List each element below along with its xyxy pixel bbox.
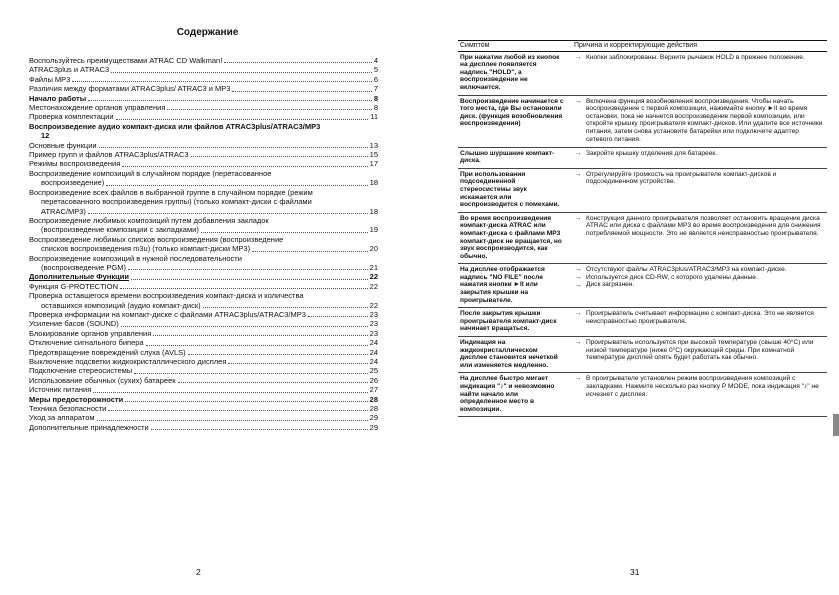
toc-entry-title: Режимы воспроизведения	[29, 159, 121, 169]
toc-entry-title: Пример групп и файлов ATRAC3plus/ATRAC3	[29, 150, 189, 160]
toc-entry[interactable]	[29, 65, 378, 74]
arrow-icon-column	[572, 95, 584, 147]
cause-header: Причина и корректирующие действия	[572, 41, 827, 52]
symptom-cell: На дисплее отображается надпись "NO FILE" после нажатия кнопки ►II или закрытия крышки на проигрывателе.	[458, 264, 572, 308]
toc-entry-page: 24	[369, 338, 378, 348]
toc-entry[interactable]	[29, 122, 378, 131]
troubleshooting-table	[458, 40, 827, 417]
cause-cell	[584, 51, 827, 95]
symptom-cell: Воспроизведение начинается с того места, где Вы остановили диск. (функция возобновления воспроизведения)	[458, 95, 572, 147]
toc-entry[interactable]	[29, 225, 378, 234]
cause-text: Используется диск CD-RW, с которого удалены данные.	[586, 273, 758, 281]
toc-leader-dots	[151, 429, 368, 430]
toc-entry[interactable]	[29, 301, 378, 310]
toc-leader-dots	[228, 363, 367, 364]
cause-cell	[584, 308, 827, 337]
arrow-icon-column	[572, 51, 584, 95]
toc-entry-page: 29	[369, 422, 378, 432]
toc-title: Содержание	[176, 27, 239, 38]
table-header-row	[458, 41, 827, 52]
toc-leader-dots	[128, 269, 368, 270]
toc-entry-title: 12	[41, 131, 50, 141]
toc-entry-title: Различия между форматами ATRAC3plus/ ATRAC3 и MP3	[29, 84, 231, 94]
arrow-icon-column	[572, 147, 584, 168]
toc-entry-title: (воспроизведение композиции с закладками)	[41, 225, 199, 235]
page-number-left: 2	[196, 567, 201, 577]
toc-entry-title: Дополнительные принадлежности	[29, 422, 149, 432]
toc-entry-page: 18	[369, 206, 378, 216]
toc-entry-page: 29	[369, 413, 378, 423]
table-of-contents	[29, 56, 378, 432]
toc-entry[interactable]	[29, 159, 378, 168]
toc-entry[interactable]	[29, 282, 378, 291]
toc-leader-dots	[93, 392, 367, 393]
arrow-icon-column	[572, 373, 584, 417]
cause-cell	[584, 212, 827, 264]
toc-entry-title: Использование обычных (сухих) батареек	[29, 375, 176, 385]
toc-entry[interactable]	[29, 188, 378, 197]
table-row	[458, 51, 827, 95]
toc-entry[interactable]	[29, 348, 378, 357]
symptom-cell: Во время воспроизведения компакт-диска ATRAC или компакт-диска с файлами MP3 компакт-диск не вращается, но звук воспроизводится, как обычно.	[458, 212, 572, 264]
arrow-icon-column	[572, 264, 584, 308]
toc-leader-dots	[201, 232, 368, 233]
table-row	[458, 95, 827, 147]
cause-cell	[584, 337, 827, 373]
toc-entry[interactable]	[29, 263, 378, 272]
toc-entry-title: Выключение подсветки жидкокристаллического дисплея	[29, 357, 227, 366]
toc-entry-page: 23	[369, 309, 378, 319]
toc-entry-title: Усиление басов (SOUND)	[29, 319, 119, 329]
toc-entry-title: Основные функции	[29, 140, 97, 150]
arrow-icon: →	[574, 53, 582, 61]
toc-entry[interactable]	[29, 413, 378, 422]
toc-entry-title: ATRAC3plus и ATRAC3	[29, 65, 110, 75]
toc-entry[interactable]	[29, 329, 378, 338]
toc-entry[interactable]	[29, 75, 378, 84]
cause-text: Конструкция данного проигрывателя позволяет остановить вращение диска ATRAC или диска с файлами MP3 во время воспроизведения для снижения потребляемой мощности. Это не является неисправностью проигрывателя.	[586, 214, 821, 237]
toc-entry-title: Проверка оставшегося времени воспроизведения компакт-диска и количества	[29, 291, 304, 301]
toc-entry[interactable]	[29, 395, 378, 404]
toc-entry-title: Техника безопасности	[29, 404, 107, 414]
toc-entry-title: Предотвращение повреждений слуха (AVLS)	[29, 347, 186, 357]
cause-text: Отрегулируйте громкость на проигрывателе компакт-дисков и подсоединенном устройстве.	[586, 170, 777, 186]
table-row	[458, 308, 827, 337]
toc-entry-page: 22	[369, 281, 378, 291]
cause-text: Закройте крышку отделения для батареек.	[586, 149, 718, 157]
toc-entry[interactable]	[29, 254, 378, 263]
toc-leader-dots	[232, 91, 371, 92]
toc-entry-page: 26	[369, 375, 378, 385]
toc-entry[interactable]	[29, 141, 378, 150]
toc-leader-dots	[188, 354, 368, 355]
arrow-icon: →	[574, 149, 582, 157]
toc-entry-page: 25	[369, 366, 378, 376]
toc-leader-dots	[116, 119, 369, 120]
toc-leader-dots	[88, 213, 368, 214]
toc-entry[interactable]	[29, 310, 378, 319]
arrow-icon-column	[572, 337, 584, 373]
toc-entry-page: 27	[369, 385, 378, 395]
arrow-icon: →	[574, 97, 582, 105]
toc-entry-page: 22	[369, 272, 378, 282]
toc-entry-title: Воспроизведение композиций в нужной последовательности	[29, 253, 242, 263]
cause-text: Проигрыватель считывает информацию с компакт-диска. Это не является неисправностью проигрывателя.	[586, 310, 814, 325]
toc-entry-page: 18	[369, 178, 378, 188]
toc-entry-title: Начало работы	[29, 93, 87, 103]
toc-entry-title: воспроизведение)	[41, 178, 105, 188]
toc-entry[interactable]	[29, 376, 378, 385]
toc-entry-page: 6	[373, 74, 378, 84]
table-row	[458, 147, 827, 168]
toc-entry[interactable]	[29, 404, 378, 413]
toc-leader-dots	[203, 307, 368, 308]
toc-entry-title: Подключение стереосистемы	[29, 366, 133, 376]
symptom-cell: После закрытия крышки проигрывателя компакт-диск начинает вращаться.	[458, 308, 572, 337]
toc-leader-dots	[99, 147, 368, 148]
toc-entry-page: 21	[369, 262, 378, 272]
toc-entry-page: 23	[369, 319, 378, 329]
toc-entry-page: 28	[369, 394, 378, 404]
arrow-icon-column	[572, 212, 584, 264]
table-row	[458, 373, 827, 417]
cause-cell	[584, 264, 827, 308]
toc-leader-dots	[134, 373, 367, 374]
toc-entry[interactable]	[29, 207, 378, 216]
toc-leader-dots	[111, 72, 372, 73]
toc-entry-page: 5	[373, 65, 378, 75]
toc-entry-page: 4	[373, 56, 378, 65]
toc-entry-title: Дополнительные Функции	[29, 272, 129, 282]
cause-text: Отсутствуют файлы ATRAC3plus/ATRAC3/MP3 на компакт-диске.	[586, 266, 787, 274]
arrow-icon: →	[574, 214, 582, 222]
toc-leader-dots	[108, 410, 367, 411]
toc-entry[interactable]	[29, 84, 378, 93]
toc-leader-dots	[72, 81, 371, 82]
toc-leader-dots	[121, 326, 368, 327]
left-page	[0, 0, 415, 595]
toc-entry-title: Источник питания	[29, 385, 92, 395]
toc-leader-dots	[191, 156, 368, 157]
toc-leader-dots	[131, 279, 368, 280]
toc-entry-page: 22	[369, 300, 378, 310]
symptom-cell: Слышно шуршание компакт-диска.	[458, 147, 572, 168]
toc-entry-title: Отключение сигнального бипера	[29, 338, 144, 348]
toc-entry[interactable]	[29, 385, 378, 394]
toc-entry-page: 17	[369, 159, 378, 169]
toc-entry-title: Уход за аппаратом	[29, 413, 95, 423]
section-tab-marker	[833, 414, 839, 436]
toc-entry[interactable]	[29, 112, 378, 121]
toc-leader-dots	[146, 345, 368, 346]
toc-leader-dots	[97, 420, 368, 421]
arrow-icon: →	[574, 274, 582, 282]
arrow-icon: →	[574, 282, 582, 290]
toc-entry[interactable]	[29, 56, 378, 65]
table-row	[458, 264, 827, 308]
toc-entry-title: Воспроизведение любимых композиций путем добавления закладок	[29, 215, 269, 225]
toc-entry[interactable]	[29, 94, 378, 103]
toc-entry-page: 13	[369, 140, 378, 150]
toc-entry-title: перетасованного воспроизведения группы) (только компакт-диски с файлами	[41, 197, 312, 207]
toc-leader-dots	[153, 335, 367, 336]
arrow-icon: →	[574, 339, 582, 347]
toc-entry-title: Проверка информации на компакт-диске с файлами ATRAC3plus/ATRAC3/MP3	[29, 309, 306, 319]
toc-entry-page: 28	[369, 404, 378, 414]
cause-text: Диск загрязнен.	[586, 281, 635, 289]
symptom-cell: На дисплее быстро мигает индикация "♪" и невозможно найти начало или определенное место в композиции.	[458, 373, 572, 417]
toc-entry[interactable]	[29, 235, 378, 244]
arrow-icon: →	[574, 375, 582, 383]
arrow-icon-column	[572, 308, 584, 337]
toc-entry[interactable]	[29, 178, 378, 187]
toc-entry-title: списков воспроизведения m3u) (только компакт-диски MP3)	[41, 244, 251, 254]
toc-leader-dots	[178, 382, 368, 383]
toc-entry[interactable]	[29, 216, 378, 225]
toc-entry-title: оставшихся композиций (аудио компакт-диск)	[41, 300, 201, 310]
toc-entry[interactable]	[29, 169, 378, 178]
toc-entry-title: Воспроизведение аудио компакт-диска или файлов ATRAC3plus/ATRAC3/MP3	[29, 121, 321, 131]
arrow-icon: →	[574, 266, 582, 274]
table-row	[458, 212, 827, 264]
toc-entry-title: Меры предосторожности	[29, 394, 124, 404]
cause-cell	[584, 95, 827, 147]
toc-entry[interactable]	[29, 150, 378, 159]
toc-leader-dots	[125, 401, 367, 402]
toc-leader-dots	[120, 288, 368, 289]
toc-entry[interactable]	[29, 366, 378, 375]
toc-entry[interactable]	[29, 197, 378, 206]
toc-entry[interactable]	[29, 103, 378, 112]
symptom-cell: Индикация на жидкокристаллическом дисплее становится нечеткой или изменяется медленно.	[458, 337, 572, 373]
toc-entry-page: 23	[369, 328, 378, 338]
cause-text: Включена функция возобновления воспроизведения. Чтобы начать воспроизведение с первой композиции, нажимайте кнопку ►II во время остановки, пока не начнется воспроизведение первой композиции, или откройте крышку проигрывателя компакт-дисков. Или удалите все источники питания, затем снова установите батарейки или подключите адаптер сетевого питания.	[586, 97, 823, 143]
toc-entry-title: Воспроизведение всех файлов в выбранной группе в случайном порядке (режим	[29, 187, 313, 197]
cause-cell	[584, 373, 827, 417]
toc-entry-title: ATRAC/MP3)	[41, 206, 86, 216]
toc-leader-dots	[106, 185, 367, 186]
table-row	[458, 337, 827, 373]
toc-leader-dots	[308, 316, 368, 317]
toc-entry[interactable]	[29, 338, 378, 347]
toc-entry[interactable]	[29, 272, 378, 281]
toc-entry-page: 7	[373, 84, 378, 94]
arrow-icon: →	[574, 170, 582, 178]
toc-leader-dots	[252, 251, 368, 252]
toc-entry-title: Местонахождение органов управления	[29, 103, 166, 113]
arrow-icon-column	[572, 168, 584, 212]
symptom-cell: При нажатии любой из кнопок на дисплее появляется надпись "HOLD", а воспроизведение не включается.	[458, 51, 572, 95]
toc-entry-page: 8	[373, 103, 378, 113]
symptom-cell: При использовании подсоединенной стереосистемы звук искажается или воспроизводится с помехами.	[458, 168, 572, 212]
toc-entry-page: 24	[369, 357, 378, 366]
toc-entry-title: Воспроизведение любимых списков воспроизведения (воспроизведение	[29, 234, 284, 244]
toc-entry-page: 11	[370, 112, 378, 122]
toc-entry-title: Проверка комплектации	[29, 112, 114, 122]
toc-entry[interactable]	[29, 423, 378, 432]
toc-entry-title: Файлы MP3	[29, 74, 71, 84]
toc-entry-title: Функция G-PROTECTION	[29, 281, 119, 291]
cause-text: Проигрыватель используется при высокой температуре (свыше 40°C) или низкой температуре (ниже 0°C) окружающей среды. При комнатной температуре дисплей опять будет работать как обычно.	[586, 339, 814, 362]
cause-text: В проигрывателе установлен режим воспроизведения композиций с закладками. Нажмите несколько раз кнопку P MODE, пока индикация "♪" не исчезнет с дисплея.	[586, 375, 819, 398]
toc-leader-dots	[122, 166, 367, 167]
toc-entry-page: 19	[369, 225, 378, 235]
toc-entry-title: Воспользуйтесь преимуществами ATRAC CD Walkman!	[29, 56, 223, 65]
toc-entry-page: 24	[369, 347, 378, 357]
symptom-header: Симптом	[458, 41, 572, 52]
toc-entry[interactable]	[29, 131, 378, 140]
toc-leader-dots	[88, 100, 372, 101]
toc-entry-title: Воспроизведение композиций в случайном порядке (перетасованное	[29, 168, 272, 178]
toc-entry-title: (воспроизведение PGM)	[41, 262, 126, 272]
right-page	[420, 0, 839, 595]
table-row	[458, 168, 827, 212]
arrow-icon: →	[574, 310, 582, 318]
toc-leader-dots	[224, 62, 372, 63]
toc-entry-page: 8	[373, 93, 378, 103]
toc-entry-title: Блокирование органов управления	[29, 328, 152, 338]
cause-cell	[584, 147, 827, 168]
toc-entry-page: 20	[369, 244, 378, 254]
cause-text: Кнопки заблокированы. Верните рычажок HOLD в прежнее положение.	[586, 53, 805, 61]
cause-cell	[584, 168, 827, 212]
toc-entry[interactable]	[29, 357, 378, 366]
toc-entry-page: 15	[369, 150, 378, 160]
toc-entry[interactable]	[29, 319, 378, 328]
toc-entry[interactable]	[29, 291, 378, 300]
toc-leader-dots	[167, 109, 371, 110]
page-number-right: 31	[630, 567, 640, 577]
toc-entry[interactable]	[29, 244, 378, 253]
